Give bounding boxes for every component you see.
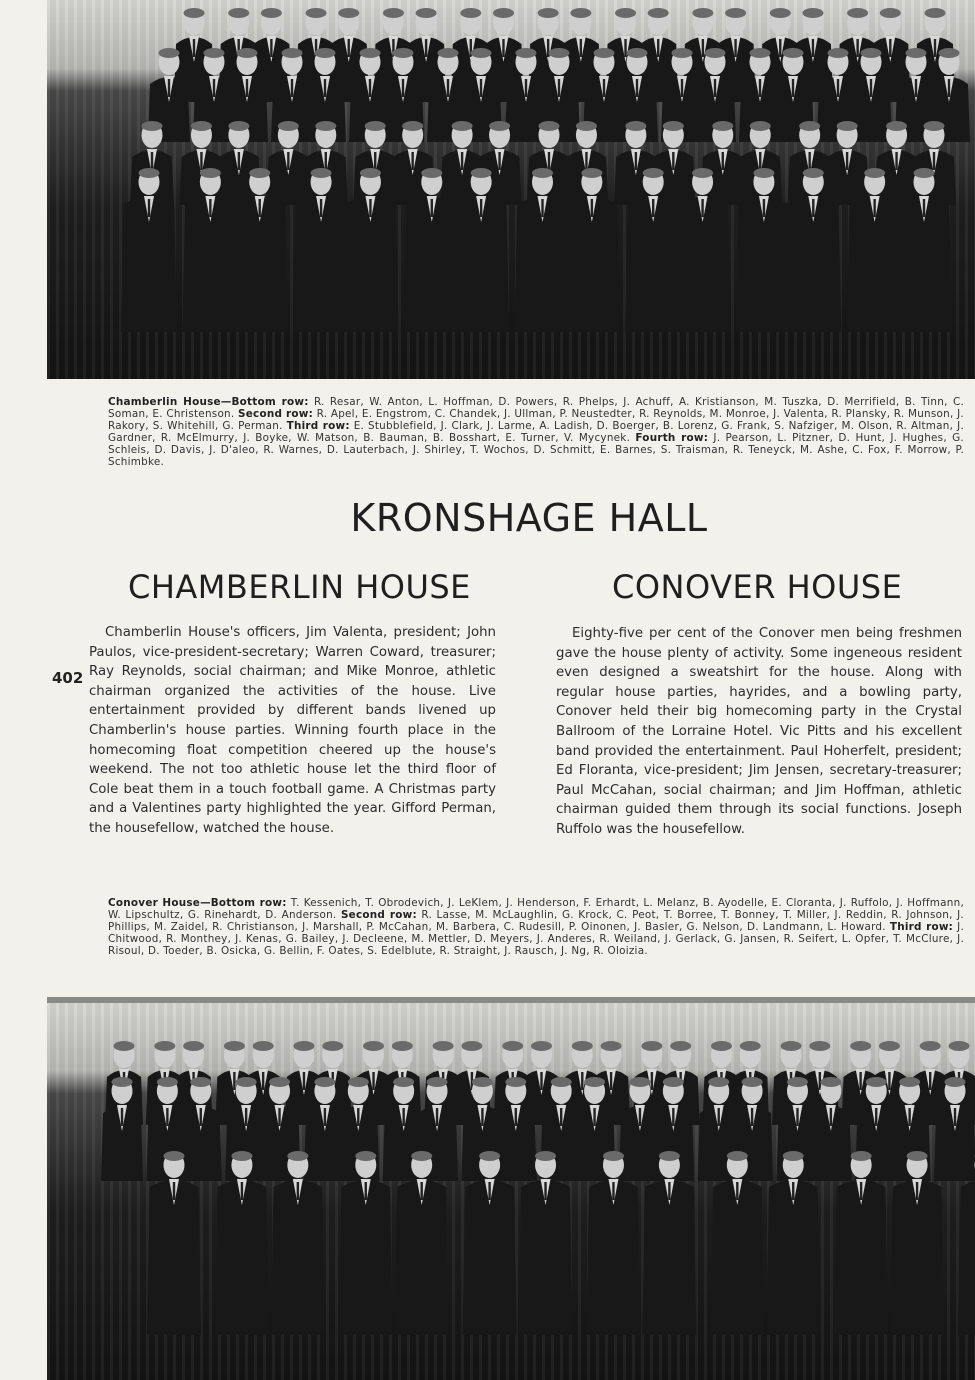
caption-row-label: Second row: [340, 909, 417, 921]
caption-row-names: R. Lasse, M. McLaughlin, G. Krock, C. Peot, T. Borree, T. Bonney, T. Miller, J. Reddin, R. Johnson, J. Phillips, M. Zaidel, R. Christianson, J. Marshall, P. McCahan, M. Barbera, C. Rudesill, P. Oinonen, J. Basler, G. Nelson, D. Landmann, L. Howard. [108, 909, 964, 933]
group-photo-figures [47, 1003, 975, 1380]
caption-row-names: J. Pearson, L. Pitzner, D. Hunt, J. Hughes, G. Schleis, D. Davis, J. D'aleo, R. Warnes, D. Lauterbach, J. Shirley, T. Wochos, D. Schmitt, E. Barnes, S. Traisman, R. Teneyck, M. Ashe, C. Fox, F. Morrow, P. Schimbke. [108, 432, 964, 468]
caption-row-names: T. Kessenich, T. Obrodevich, J. LeKlem, J. Henderson, F. Erhardt, L. Melanz, B. Ayodelle, E. Cloranta, J. Ruffolo, J. Hoffmann, W. Lipschultz, G. Rinehardt, D. Anderson. [108, 897, 964, 921]
page-number: 402 [52, 669, 84, 687]
conover-house-article: Eighty-five per cent of the Conover men being freshmen gave the house plenty of activity. Some ingeneous resident even designed a sweatshirt for the house. Along with regular house parties, hayrides, and a bowling party, Conover held their big homecoming party in the Crystal Ballroom of the Lorraine Hotel. Vic Pitts and his excellent band provided the entertainment. Paul Hoherfelt, president; Ed Floranta, vice-president; Jim Jensen, secretary-treasurer; Paul McCahan, social chairman; and Jim Hoffman, athletic chairman guided them through its social functions. Joseph Ruffolo was the housefellow. [556, 626, 962, 837]
caption-row-names: R. Apel, E. Engstrom, C. Chandek, J. Ullman, P. Neustedter, R. Reynolds, M. Monroe, J. Valenta, R. Plansky, R. Munson, J. Rakory, S. Whitehill, G. Perman. [108, 408, 964, 432]
caption-house-name: Conover House— [108, 897, 211, 909]
caption-row-label: Bottom row: [231, 396, 309, 408]
caption-row-label: Third row: [889, 921, 954, 933]
hall-title: KRONSHAGE HALL [350, 496, 708, 540]
conover-photo-caption [108, 897, 964, 957]
chamberlin-photo-caption [108, 396, 964, 468]
caption-row-names: R. Resar, W. Anton, L. Hoffman, D. Powers, R. Phelps, J. Achuff, A. Kristianson, M. Tuszka, D. Merrifield, B. Tinn, C. Soman, E. Christenson. [108, 396, 965, 420]
conover-group-photo [47, 997, 975, 1380]
chamberlin-house-article: Chamberlin House's officers, Jim Valenta, president; John Paulos, vice-president-secretary; Warren Coward, treasurer; Ray Reynolds, social chairman; and Mike Monroe, athletic chairman organized the activities of the house. Live entertainment provided by different bands livened up Chamberlin's house parties. Winning fourth place in the homecoming float competition cheered up the house's weekend. The not too athletic house let the third floor of Cole beat them in a touch football game. A Christmas party and a Valentines party highlighted the year. Gifford Perman, the housefellow, watched the house. [89, 625, 496, 836]
caption-house-name: Chamberlin House— [108, 396, 232, 408]
group-photo-figures [47, 0, 975, 379]
caption-row-names: J. Chitwood, R. Monthey, J. Kenas, G. Bailey, J. Decleene, M. Mettler, D. Meyers, J. Anderes, R. Weiland, J. Gerlack, G. Jansen, R. Seifert, L. Opfer, T. McClure, J. Risoul, D. Toeder, B. Osicka, G. Bellin, F. Oates, S. Edelblute, R. Straight, J. Rausch, J. Ng, R. Oloizia. [108, 921, 965, 957]
conover-house-title: CONOVER HOUSE [612, 568, 903, 606]
caption-row-label: Second row: [238, 408, 314, 420]
caption-row-names: E. Stubblefield, J. Clark, J. Larme, A. Ladish, D. Boerger, B. Lorenz, G. Frank, S. Nafziger, M. Olson, R. Altman, J. Gardner, R. McElmurry, J. Boyke, W. Matson, B. Bauman, B. Bosshart, E. Turner, V. Mycynek. [108, 420, 964, 444]
caption-row-label: Bottom row: [210, 897, 287, 909]
chamberlin-group-photo [47, 0, 975, 379]
caption-row-label: Fourth row: [635, 432, 709, 444]
caption-row-label: Third row: [286, 420, 350, 432]
chamberlin-house-title: CHAMBERLIN HOUSE [128, 568, 471, 606]
